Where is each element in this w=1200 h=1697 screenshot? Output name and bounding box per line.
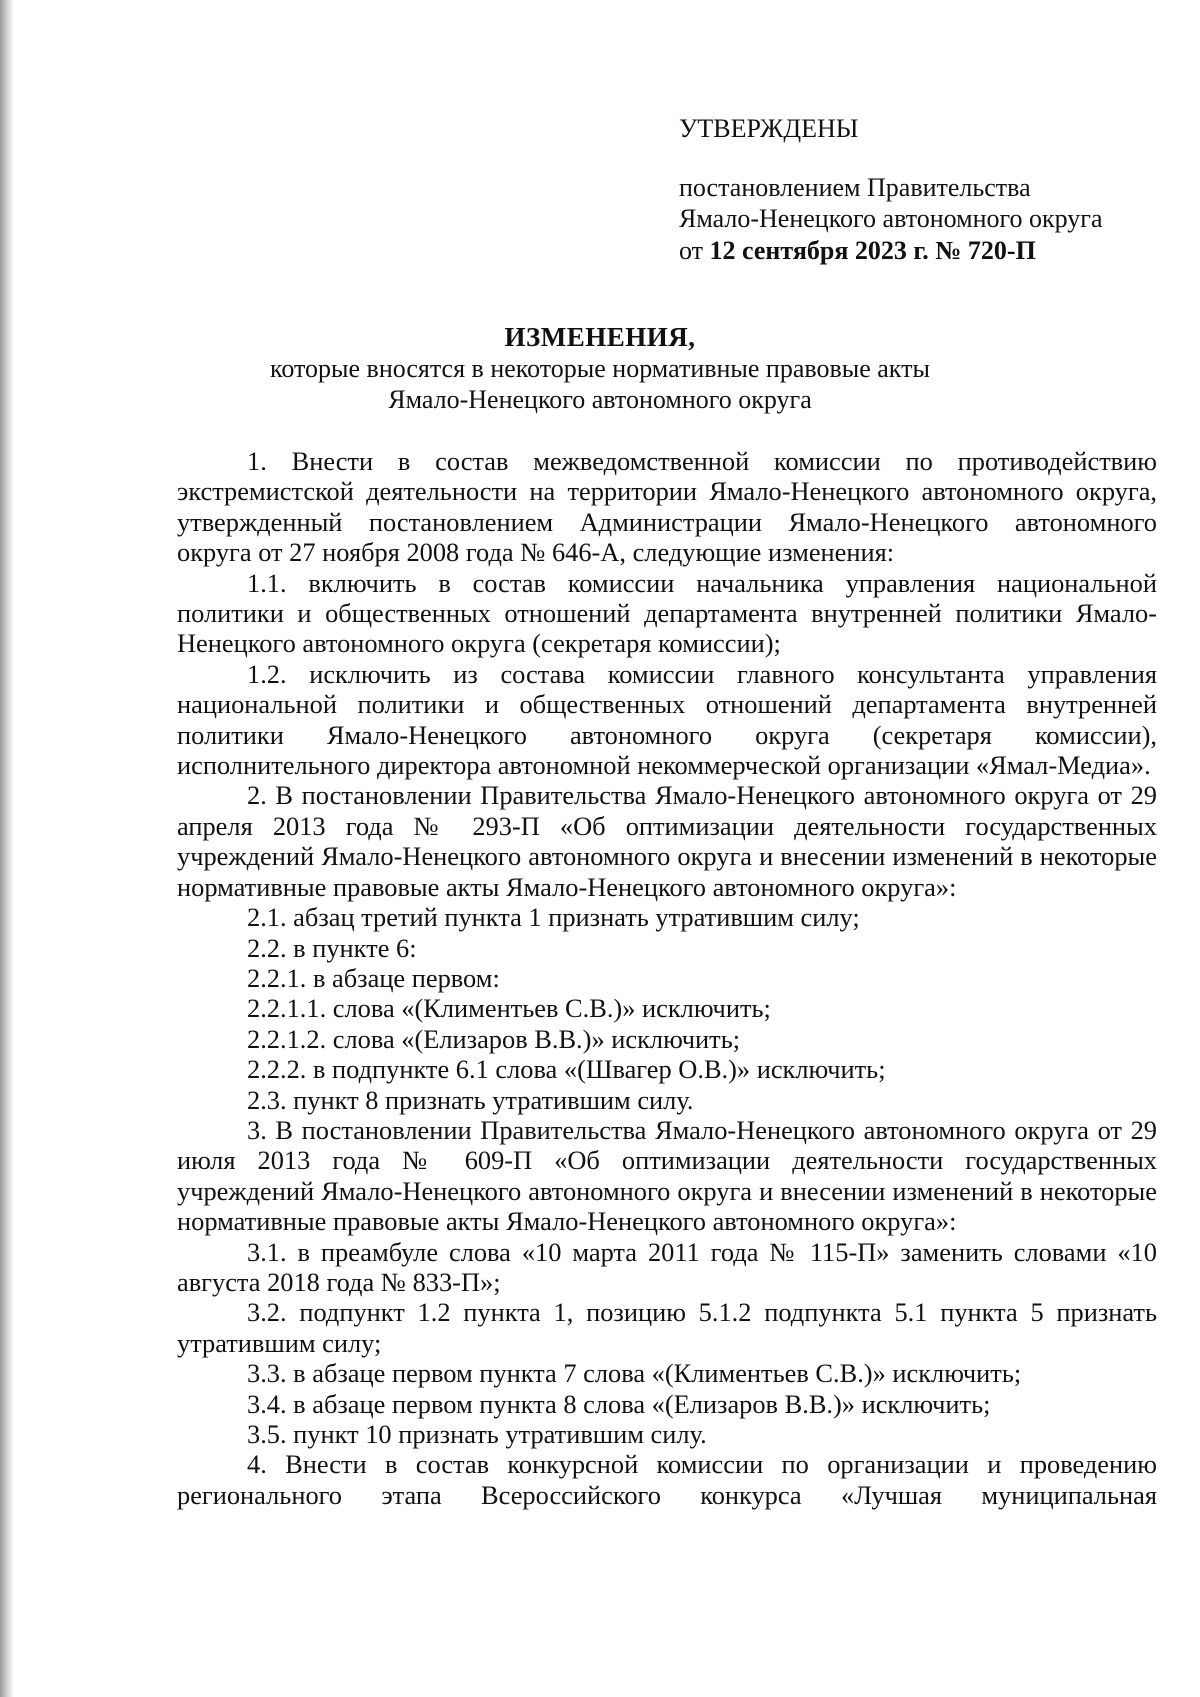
paragraph-3-3: 3.3. в абзаце первом пункта 7 слова «(Климентьев С.В.)» исключить; bbox=[247, 1358, 1022, 1389]
paragraph-2-2-1-1: 2.2.1.1. слова «(Климентьев С.В.)» исключить; bbox=[247, 993, 771, 1024]
document-subtitle-line-1: которые вносятся в некоторые нормативные правовые акты bbox=[270, 354, 930, 383]
paragraph-4: 4. Внести в состав конкурсной комиссии по организации и проведению регионального этапа Всероссийского конкурса «Лучшая муниципальная bbox=[177, 1449, 1157, 1510]
paragraph-2: 2. В постановлении Правительства Ямало-Ненецкого автономного округа от 29 апреля 2013 года № 293-П «Об оптимизации деятельности государственных учреждений Ямало-Ненецкого автономного округа и внесении изменений в некоторые нормативные правовые акты Ямало-Ненецкого автономного округа»: bbox=[177, 780, 1157, 902]
approval-stamp-heading: УТВЕРЖДЕНЫ bbox=[679, 114, 859, 143]
approval-line-3 bbox=[679, 235, 1036, 266]
paragraph-3-1: 3.1. в преамбуле слова «10 марта 2011 года № 115-П» заменить словами «10 августа 2018 года № 833-П»; bbox=[177, 1236, 1157, 1297]
paragraph-1: 1. Внести в состав межведомственной комиссии по противодействию экстремистской деятельности на территории Ямало-Ненецкого автономного округа, утвержденный постановлением Администрации Ямало-Ненецкого автономного округа от 27 ноября 2008 года № 646-А, следующие изменения: bbox=[177, 446, 1157, 568]
document-title: ИЗМЕНЕНИЯ, bbox=[504, 322, 696, 352]
paragraph-3-4: 3.4. в абзаце первом пункта 8 слова «(Елизаров В.В.)» исключить; bbox=[247, 1388, 991, 1419]
paragraph-2-2-1: 2.2.1. в абзаце первом: bbox=[247, 962, 500, 993]
approval-line-2: Ямало-Ненецкого автономного округа bbox=[679, 204, 1103, 233]
paragraph-2-2: 2.2. в пункте 6: bbox=[247, 932, 417, 963]
paragraph-3-2: 3.2. подпункт 1.2 пункта 1, позицию 5.1.2 подпункта 5.1 пункта 5 признать утратившим силу; bbox=[177, 1297, 1157, 1358]
approval-date-prefix: от bbox=[679, 236, 710, 265]
scan-edge-shadow bbox=[0, 0, 14, 1697]
paragraph-2-1: 2.1. абзац третий пункта 1 признать утратившим силу; bbox=[247, 902, 860, 933]
document-subtitle-line-2: Ямало-Ненецкого автономного округа bbox=[388, 385, 812, 414]
approval-line-1: постановлением Правительства bbox=[679, 173, 1031, 202]
paragraph-3: 3. В постановлении Правительства Ямало-Ненецкого автономного округа от 29 июля 2013 года № 609-П «Об оптимизации деятельности государственных учреждений Ямало-Ненецкого автономного округа и внесении изменений в некоторые нормативные правовые акты Ямало-Ненецкого автономного округа»: bbox=[177, 1114, 1157, 1237]
paragraph-2-2-1-2: 2.2.1.2. слова «(Елизаров В.В.)» исключить; bbox=[247, 1023, 741, 1054]
document-body bbox=[177, 446, 1157, 1510]
paragraph-2-2-2: 2.2.2. в подпункте 6.1 слова «(Швагер О.В.)» исключить; bbox=[247, 1054, 886, 1085]
paragraph-1-2: 1.2. исключить из состава комиссии главного консультанта управления национальной политики и общественных отношений департамента внутренней политики Ямало-Ненецкого автономного округа (секретаря комиссии), исполнительного директора автономной некоммерческой организации «Ямал-Медиа». bbox=[177, 658, 1157, 781]
paragraph-1-1: 1.1. включить в состав комиссии начальника управления национальной политики и общественных отношений департамента внутренней политики Ямало-Ненецкого автономного округа (секретаря комиссии); bbox=[177, 567, 1157, 659]
approval-date-number: 12 сентября 2023 г. № 720-П bbox=[709, 236, 1036, 265]
paragraph-3-5: 3.5. пункт 10 признать утратившим силу. bbox=[247, 1419, 707, 1449]
paragraph-2-3: 2.3. пункт 8 признать утратившим силу. bbox=[247, 1084, 694, 1115]
